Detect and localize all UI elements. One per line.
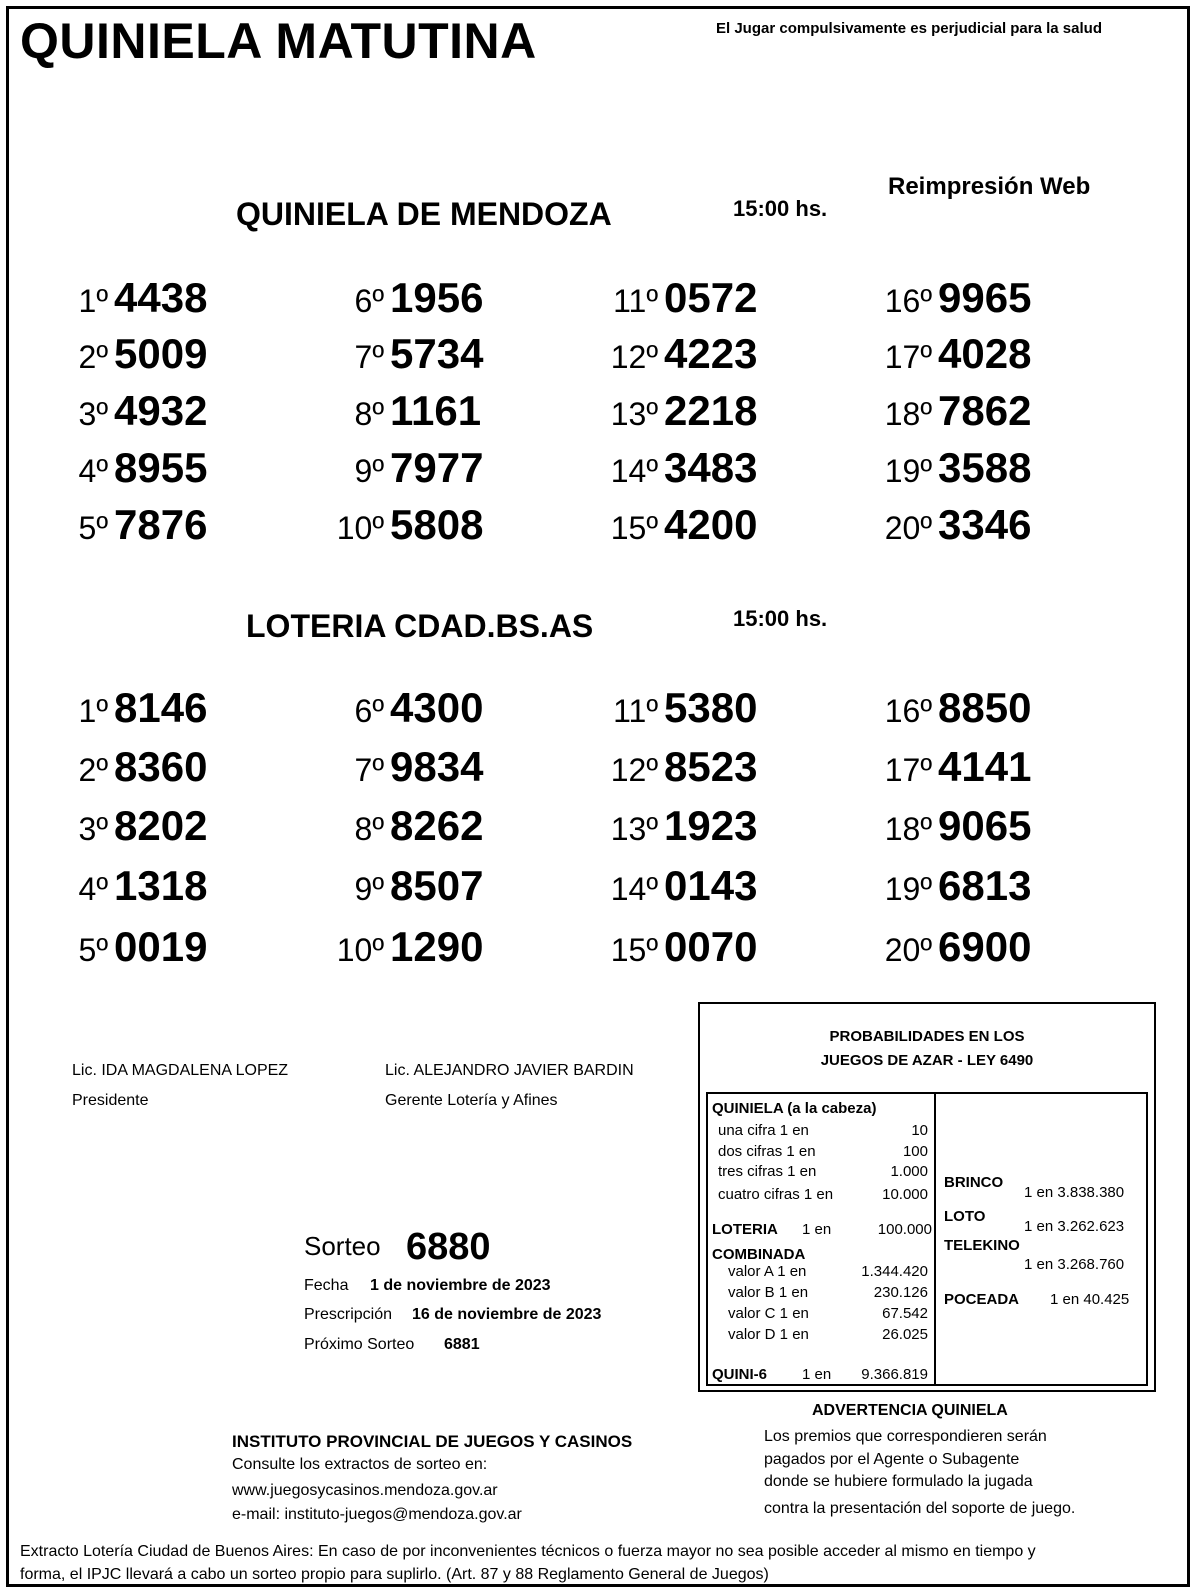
result-cell xyxy=(866,273,1031,323)
loteria-title: LOTERIA CDAD.BS.AS xyxy=(246,608,594,644)
institute-website[interactable]: www.juegosycasinos.mendoza.gov.ar xyxy=(232,1482,498,1499)
result-position: 16º xyxy=(884,283,932,319)
result-cell xyxy=(318,683,483,733)
result-number: 3483 xyxy=(664,444,758,491)
poceada-label: POCEADA xyxy=(944,1291,1020,1308)
result-number: 0143 xyxy=(664,862,758,909)
result-number: 8202 xyxy=(114,802,208,849)
result-position: 7º xyxy=(354,752,384,788)
advertencia-line-4: contra la presentación del soporte de juego. xyxy=(764,1500,1076,1517)
advertencia-line-2: pagados por el Agente o Subagente xyxy=(764,1451,1020,1468)
result-number: 8850 xyxy=(938,684,1032,731)
result-number: 5380 xyxy=(664,684,758,731)
result-number: 3588 xyxy=(938,444,1032,491)
result-position: 13º xyxy=(610,811,658,847)
result-cell xyxy=(866,329,1031,379)
advertencia-line-1: Los premios que correspondieren serán xyxy=(764,1428,1047,1445)
result-position: 11º xyxy=(613,693,658,729)
result-number: 8146 xyxy=(114,684,208,731)
result-position: 19º xyxy=(884,453,932,489)
signatory-2-name: Lic. ALEJANDRO JAVIER BARDIN xyxy=(385,1062,634,1079)
poceada-value: 1 en 40.425 xyxy=(1050,1291,1130,1308)
result-number: 7977 xyxy=(390,444,484,491)
result-cell xyxy=(866,500,1031,550)
result-cell xyxy=(592,683,757,733)
result-cell xyxy=(42,386,207,436)
result-number: 7876 xyxy=(114,501,208,548)
result-cell xyxy=(42,500,207,550)
result-number: 1161 xyxy=(390,387,482,434)
result-cell xyxy=(866,801,1031,851)
result-number: 6813 xyxy=(938,862,1032,909)
result-position: 6º xyxy=(354,283,384,319)
result-cell xyxy=(42,443,207,493)
odds-label: una cifra 1 en xyxy=(718,1122,809,1139)
result-cell xyxy=(866,742,1031,792)
signatory-1-role: Presidente xyxy=(72,1092,149,1109)
result-position: 3º xyxy=(78,396,108,432)
result-position: 5º xyxy=(78,510,108,546)
result-number: 1923 xyxy=(664,802,758,849)
loteria-odds-value: 100.000 xyxy=(877,1221,932,1238)
loteria-odds-text: 1 en xyxy=(802,1221,832,1238)
result-position: 1º xyxy=(78,693,108,729)
institute-name: INSTITUTO PROVINCIAL DE JUEGOS Y CASINOS xyxy=(232,1432,633,1451)
footer-line-1: Extracto Lotería Ciudad de Buenos Aires: En caso de por inconvenientes técnicos o fuerza mayor no sea posible acceder al mismo en tiempo y xyxy=(20,1543,1036,1560)
result-number: 4932 xyxy=(114,387,208,434)
result-number: 4438 xyxy=(114,274,208,321)
result-position: 8º xyxy=(354,396,384,432)
quini6-value: 9.366.819 xyxy=(861,1366,928,1383)
result-position: 9º xyxy=(354,453,384,489)
result-number: 9834 xyxy=(390,743,484,790)
result-cell xyxy=(318,329,483,379)
result-cell xyxy=(592,742,757,792)
result-cell xyxy=(866,386,1031,436)
result-cell xyxy=(318,273,483,323)
odds-value: 67.542 xyxy=(882,1305,928,1322)
result-cell xyxy=(318,500,483,550)
result-cell xyxy=(592,329,757,379)
result-cell xyxy=(592,273,757,323)
result-position: 18º xyxy=(884,396,932,432)
result-cell xyxy=(318,742,483,792)
result-number: 4141 xyxy=(938,743,1032,790)
odds-label: valor A 1 en xyxy=(728,1263,807,1280)
odds-value: 100 xyxy=(902,1143,928,1160)
next-draw-number: 6881 xyxy=(444,1336,480,1353)
odds-value: 10 xyxy=(911,1122,928,1139)
odds-value: 230.126 xyxy=(873,1284,928,1301)
result-number: 1318 xyxy=(114,862,208,909)
result-position: 17º xyxy=(884,339,932,375)
result-cell xyxy=(866,683,1031,733)
advertencia-line-3: donde se hubiere formulado la jugada xyxy=(764,1473,1033,1490)
result-number: 2218 xyxy=(664,387,758,434)
result-cell xyxy=(42,273,207,323)
result-number: 5009 xyxy=(114,330,208,377)
result-position: 4º xyxy=(78,453,108,489)
result-number: 0572 xyxy=(664,274,758,321)
quini6-text: 1 en xyxy=(802,1366,832,1383)
result-position: 10º xyxy=(336,932,384,968)
brinco-value: 1 en 3.838.380 xyxy=(1024,1184,1125,1201)
loto-value: 1 en 3.262.623 xyxy=(1024,1218,1125,1235)
next-draw-label: Próximo Sorteo xyxy=(304,1336,415,1353)
result-position: 2º xyxy=(78,752,108,788)
result-position: 14º xyxy=(610,871,658,907)
result-cell xyxy=(42,742,207,792)
result-position: 1º xyxy=(78,283,108,319)
result-number: 3346 xyxy=(938,501,1032,548)
health-warning: El Jugar compulsivamente es perjudicial para la salud xyxy=(716,20,1102,37)
draw-number: 6880 xyxy=(406,1226,491,1268)
result-number: 4028 xyxy=(938,330,1032,377)
result-position: 17º xyxy=(884,752,932,788)
result-position: 20º xyxy=(884,510,932,546)
prescription-label: Prescripción xyxy=(304,1306,393,1323)
result-number: 8955 xyxy=(114,444,208,491)
institute-consult: Consulte los extractos de sorteo en: xyxy=(232,1456,488,1473)
result-number: 4200 xyxy=(664,501,758,548)
result-number: 7862 xyxy=(938,387,1032,434)
result-number: 1956 xyxy=(390,274,484,321)
result-cell xyxy=(866,443,1031,493)
odds-value: 26.025 xyxy=(882,1326,928,1343)
result-cell xyxy=(592,443,757,493)
footer-line-2: forma, el IPJC llevará a cabo un sorteo propio para suplirlo. (Art. 87 y 88 Reglamento General de Juegos) xyxy=(20,1566,769,1583)
result-number: 5808 xyxy=(390,501,484,548)
result-number: 4300 xyxy=(390,684,484,731)
result-cell xyxy=(592,801,757,851)
result-position: 9º xyxy=(354,871,384,907)
result-position: 12º xyxy=(610,752,658,788)
result-position: 15º xyxy=(610,932,658,968)
result-cell xyxy=(592,500,757,550)
result-number: 8523 xyxy=(664,743,758,790)
result-cell xyxy=(42,801,207,851)
draw-date: 1 de noviembre de 2023 xyxy=(370,1277,551,1294)
page-title: QUINIELA MATUTINA xyxy=(20,13,537,69)
institute-email[interactable]: e-mail: instituto-juegos@mendoza.gov.ar xyxy=(232,1506,522,1523)
quini6-label: QUINI-6 xyxy=(712,1366,768,1383)
result-position: 7º xyxy=(354,339,384,375)
result-position: 4º xyxy=(78,871,108,907)
odds-label: valor C 1 en xyxy=(728,1305,809,1322)
mendoza-title: QUINIELA DE MENDOZA xyxy=(236,196,612,232)
result-number: 8262 xyxy=(390,802,484,849)
result-cell xyxy=(318,861,483,911)
odds-value: 1.000 xyxy=(890,1163,928,1180)
result-number: 8507 xyxy=(390,862,484,909)
result-position: 5º xyxy=(78,932,108,968)
result-cell xyxy=(318,922,483,972)
result-cell xyxy=(318,443,483,493)
draw-label: Sorteo xyxy=(304,1231,381,1261)
result-cell xyxy=(592,922,757,972)
date-label: Fecha xyxy=(304,1277,349,1294)
result-position: 3º xyxy=(78,811,108,847)
odds-label: tres cifras 1 en xyxy=(718,1163,817,1180)
result-position: 10º xyxy=(336,510,384,546)
result-cell xyxy=(42,683,207,733)
result-cell xyxy=(866,922,1031,972)
result-position: 13º xyxy=(610,396,658,432)
result-cell xyxy=(318,386,481,436)
result-number: 9965 xyxy=(938,274,1032,321)
result-cell xyxy=(42,329,207,379)
result-cell xyxy=(866,861,1031,911)
prescription-date: 16 de noviembre de 2023 xyxy=(412,1306,602,1323)
result-number: 4223 xyxy=(664,330,758,377)
signatory-2-role: Gerente Lotería y Afines xyxy=(385,1092,558,1109)
odds-value: 1.344.420 xyxy=(861,1263,928,1280)
odds-label: dos cifras 1 en xyxy=(718,1143,816,1160)
odds-label: valor B 1 en xyxy=(728,1284,809,1301)
result-position: 19º xyxy=(884,871,932,907)
signatory-1-name: Lic. IDA MAGDALENA LOPEZ xyxy=(72,1062,289,1079)
result-position: 2º xyxy=(78,339,108,375)
result-position: 11º xyxy=(613,283,658,319)
advertencia-title: ADVERTENCIA QUINIELA xyxy=(812,1402,1008,1419)
result-number: 8360 xyxy=(114,743,208,790)
probabilities-title-2: JUEGOS DE AZAR - LEY 6490 xyxy=(820,1052,1034,1069)
result-cell xyxy=(42,922,207,972)
result-position: 16º xyxy=(884,693,932,729)
brinco-label: BRINCO xyxy=(944,1174,1004,1191)
result-number: 1290 xyxy=(390,923,484,970)
reprint-label: Reimpresión Web xyxy=(888,173,1091,200)
result-number: 6900 xyxy=(938,923,1032,970)
odds-label: valor D 1 en xyxy=(728,1326,809,1343)
probabilities-divider xyxy=(934,1092,936,1386)
telekino-value: 1 en 3.268.760 xyxy=(1024,1256,1125,1273)
quiniela-odds-title: QUINIELA (a la cabeza) xyxy=(712,1100,877,1117)
result-position: 12º xyxy=(610,339,658,375)
result-position: 18º xyxy=(884,811,932,847)
result-position: 20º xyxy=(884,932,932,968)
loteria-time: 15:00 hs. xyxy=(733,606,828,631)
result-number: 5734 xyxy=(390,330,484,377)
odds-label: cuatro cifras 1 en xyxy=(718,1186,834,1203)
loteria-odds-label: LOTERIA xyxy=(712,1221,778,1238)
combinada-title: COMBINADA xyxy=(712,1246,806,1263)
telekino-label: TELEKINO xyxy=(944,1237,1020,1254)
result-cell xyxy=(318,801,483,851)
loto-label: LOTO xyxy=(944,1208,986,1225)
result-number: 0019 xyxy=(114,923,208,970)
result-position: 15º xyxy=(610,510,658,546)
probabilities-title-1: PROBABILIDADES EN LOS xyxy=(829,1028,1025,1045)
result-position: 6º xyxy=(354,693,384,729)
odds-value: 10.000 xyxy=(882,1186,928,1203)
result-cell xyxy=(592,386,757,436)
result-position: 14º xyxy=(610,453,658,489)
result-number: 0070 xyxy=(664,923,758,970)
result-cell xyxy=(592,861,757,911)
result-number: 9065 xyxy=(938,802,1032,849)
result-position: 8º xyxy=(354,811,384,847)
mendoza-time: 15:00 hs. xyxy=(733,196,828,221)
result-cell xyxy=(42,861,207,911)
